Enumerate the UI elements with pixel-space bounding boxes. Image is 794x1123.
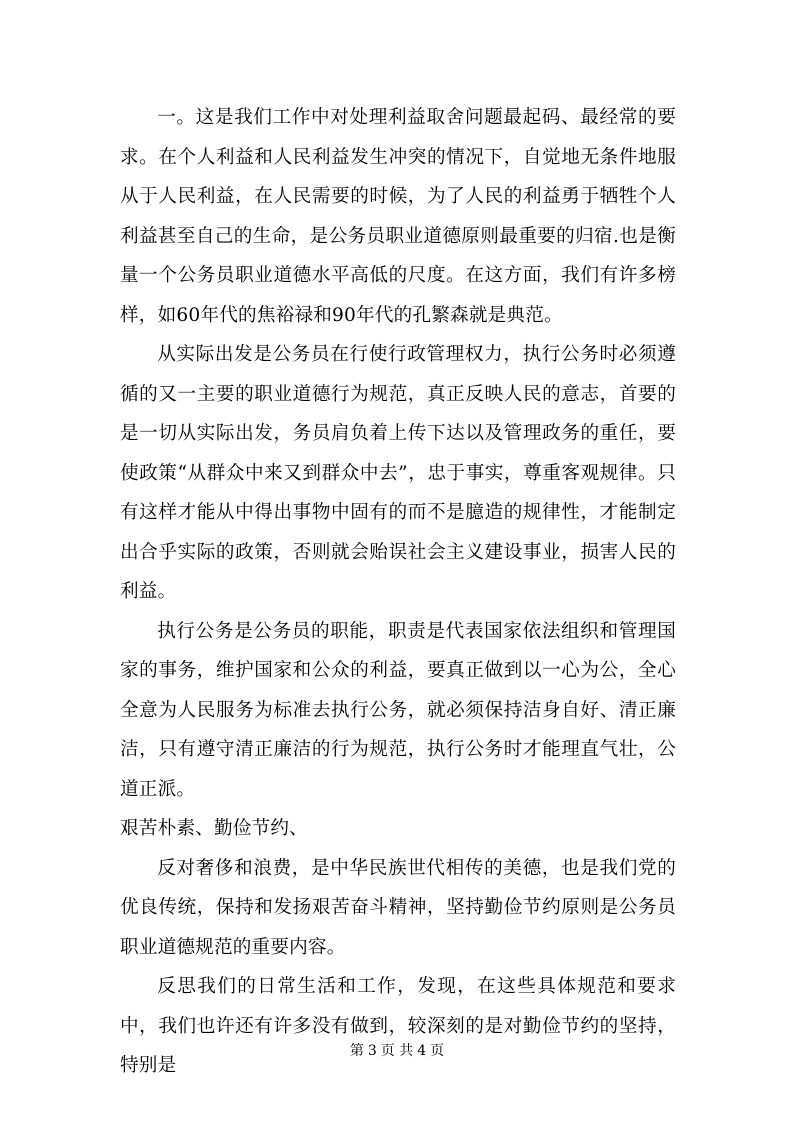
paragraph-integrity: 执行公务是公务员的职能，职责是代表国家依法组织和管理国家的事务，维护国家和公众的利益，要真正做到以一心为公，全心全意为人民服务为标准去执行公务，就必须保持洁身自好、清正廉洁，只有遵守清正廉洁的行为规范，执行公务时才能理直气壮，公道正派。 <box>120 620 676 800</box>
paragraph-frugality-heading: 艰苦朴素、勤俭节约、 <box>120 818 308 839</box>
paragraph-practical: 从实际出发是公务员在行使行政管理权力，执行公务时必须遵循的又一主要的职业道德行为规范，真正反映人民的意志，首要的是一切从实际出发，务员肩负着上传下达以及管理政务的重任，要使政策“从群众中来又到群众中去”，忠于事实，尊重客观规律。只有这样才能从中得出事物中固有的而不是臆造的规律性，才能制定出合乎实际的政策，否则就会贻误社会主义建设事业，损害人民的利益。 <box>120 344 676 602</box>
footer-prefix: 第 <box>349 1043 364 1059</box>
paragraph-duty-first: 一。这是我们工作中对处理利益取舍问题最起码、最经常的要求。在个人利益和人民利益发生冲突的情况下，自觉地无条件地服从于人民利益，在人民需要的时候，为了人民的利益勇于牺牲个人利益甚至自己的生命，是公务员职业道德原则最重要的归宿.也是衡量一个公务员职业道德水平高低的尺度。在这方面，我们有许多榜样，如60年代的焦裕禄和90年代的孔繁森就是典范。 <box>120 107 676 326</box>
footer-middle: 页 共 <box>380 1043 414 1059</box>
paragraph-frugality: 反对奢侈和浪费，是中华民族世代相传的美德，也是我们党的优良传统，保持和发扬艰苦奋斗精神，坚持勤俭节约原则是公务员职业道德规范的重要内容。 <box>120 857 676 958</box>
footer-current-page: 3 <box>367 1043 377 1059</box>
document-body <box>120 98 676 1086</box>
paragraph-reflection: 反思我们的日常生活和工作，发现，在这些具体规范和要求中，我们也许还有许多没有做到，较深刻的是对勤俭节约的坚持，特别是 <box>120 976 676 1076</box>
page-footer <box>0 1042 794 1060</box>
footer-total-pages: 4 <box>417 1043 427 1059</box>
footer-suffix: 页 <box>430 1043 445 1059</box>
